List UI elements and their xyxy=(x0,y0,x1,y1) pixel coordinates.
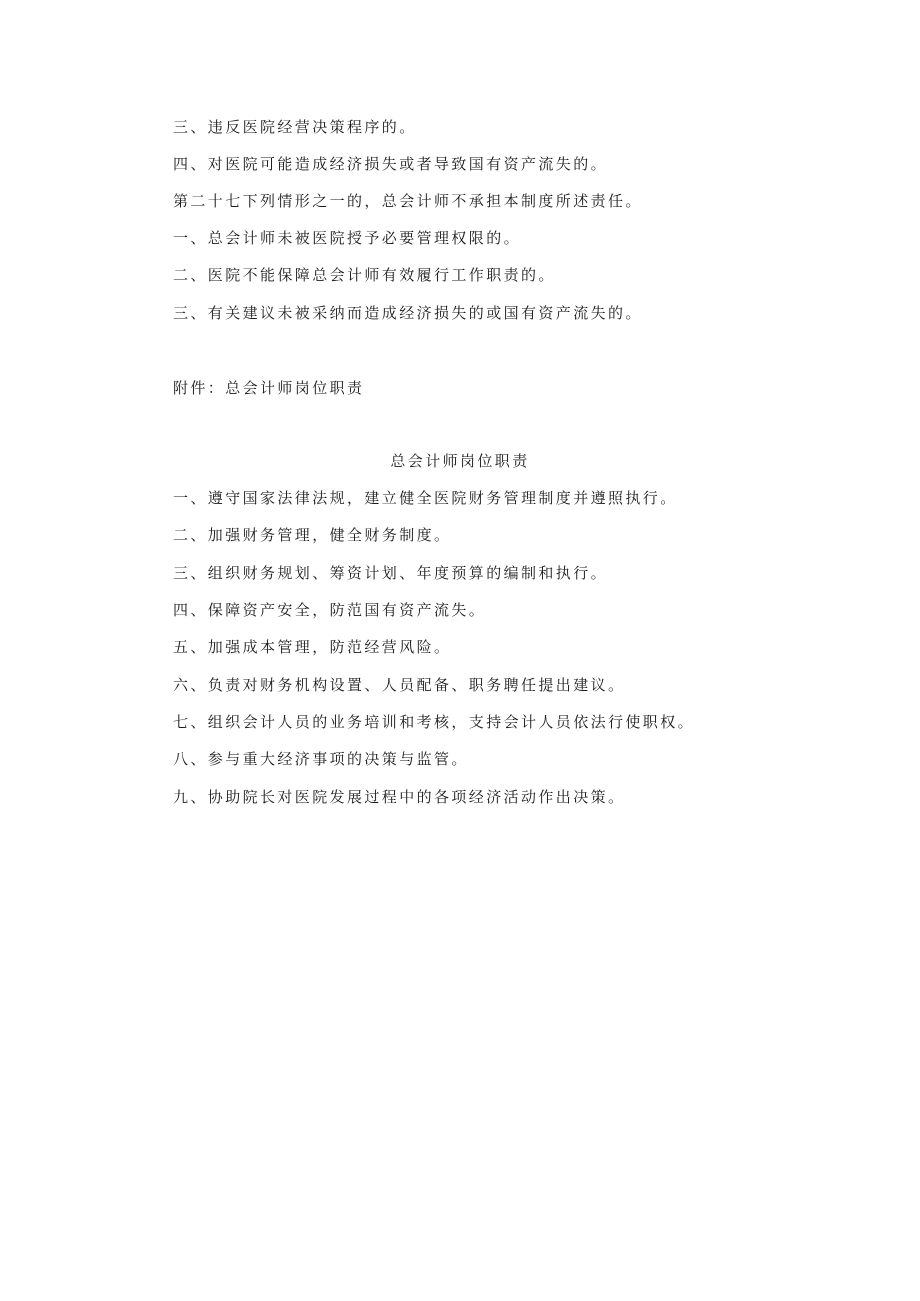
duties-title: 总会计师岗位职责 xyxy=(390,452,530,470)
exemption-clause-1: 一、总会计师未被医院授予必要管理权限的。 xyxy=(173,229,522,247)
duty-item: 一、遵守国家法律法规，建立健全医院财务管理制度并遵照执行。 xyxy=(173,489,678,507)
duty-item: 五、加强成本管理，防范经营风险。 xyxy=(173,638,452,656)
exemption-clause-3: 三、有关建议未被采纳而造成经济损失的或国有资产流失的。 xyxy=(173,304,643,322)
duty-item: 三、组织财务规划、筹资计划、年度预算的编制和执行。 xyxy=(173,564,609,582)
duty-item: 八、参与重大经济事项的决策与监管。 xyxy=(173,750,469,768)
duty-item: 七、组织会计人员的业务培训和考核，支持会计人员依法行使职权。 xyxy=(173,713,696,731)
duty-item: 六、负责对财务机构设置、人员配备、职务聘任提出建议。 xyxy=(173,676,626,694)
duty-item: 九、协助院长对医院发展过程中的各项经济活动作出决策。 xyxy=(173,788,626,806)
duty-item: 四、保障资产安全，防范国有资产流失。 xyxy=(173,601,487,619)
attachment-label: 附件：总会计师岗位职责 xyxy=(173,379,365,397)
article-27-heading: 第二十七下列情形之一的，总会计师不承担本制度所述责任。 xyxy=(173,192,643,210)
article-clause-4: 四、对医院可能造成经济损失或者导致国有资产流失的。 xyxy=(173,155,609,173)
article-clause-3: 三、违反医院经营决策程序的。 xyxy=(173,118,417,136)
exemption-clause-2: 二、医院不能保障总会计师有效履行工作职责的。 xyxy=(173,266,556,284)
duty-item: 二、加强财务管理，健全财务制度。 xyxy=(173,526,452,544)
